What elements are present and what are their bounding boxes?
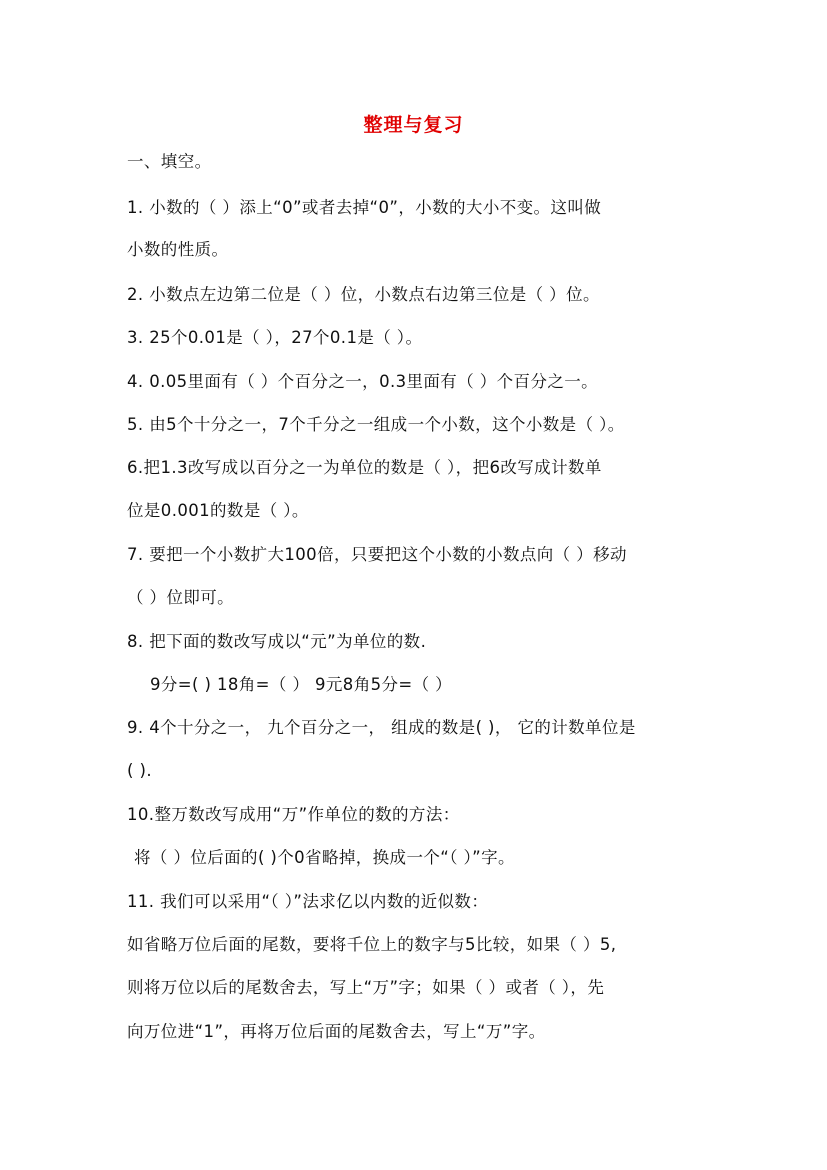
question-10: 10.整万数改写成用“万”作单位的数的方法： xyxy=(127,805,460,824)
question-6-line-2: 位是0.001的数是（ ）。 xyxy=(127,501,309,520)
question-7-line-2: （ ）位即可。 xyxy=(127,588,235,607)
question-1-line-2: 小数的性质。 xyxy=(127,240,229,259)
question-11-detail-1: 如省略万位后面的尾数，要将千位上的数字与5比较，如果（ ）5, xyxy=(127,935,617,954)
question-11: 11. 我们可以采用“（ ）”法求亿以内数的近似数： xyxy=(127,892,489,911)
page-title: 整理与复习 xyxy=(363,114,464,136)
question-4: 4. 0.05里面有（ ）个百分之一，0.3里面有（ ）个百分之一。 xyxy=(127,372,599,391)
question-5: 5. 由5个十分之一，7个千分之一组成一个小数，这个小数是（ ）。 xyxy=(127,415,625,434)
question-11-detail-2: 则将万位以后的尾数舍去，写上“万”字；如果（ ）或者（ ），先 xyxy=(127,978,605,997)
question-10-method: 将（ ）位后面的( )个0省略掉，换成一个“（ ）”字。 xyxy=(134,848,515,867)
question-1-line-1: 1. 小数的（ ）添上“0”或者去掉“0”，小数的大小不变。这叫做 xyxy=(127,198,602,217)
question-9-line-1: 9. 4个十分之一， 九个百分之一， 组成的数是( )， 它的计数单位是 xyxy=(127,718,636,737)
question-11-detail-3: 向万位进“1”，再将万位后面的尾数舍去，写上“万”字。 xyxy=(127,1022,546,1041)
question-8-items: 9分=( ) 18角=（ ） 9元8角5分=（ ） xyxy=(150,675,453,694)
question-7-line-1: 7. 要把一个小数扩大100倍，只要把这个小数的小数点向（ ）移动 xyxy=(127,545,627,564)
question-8: 8. 把下面的数改写成以“元”为单位的数. xyxy=(127,632,427,651)
question-2: 2. 小数点左边第二位是（ ）位，小数点右边第三位是（ ）位。 xyxy=(127,285,600,304)
section-heading: 一、填空。 xyxy=(127,152,212,171)
question-9-line-2: ( ). xyxy=(127,761,152,780)
question-3: 3. 25个0.01是（ ），27个0.1是（ ）。 xyxy=(127,328,423,347)
question-6-line-1: 6.把1.3改写成以百分之一为单位的数是（ ），把6改写成计数单 xyxy=(127,458,602,477)
